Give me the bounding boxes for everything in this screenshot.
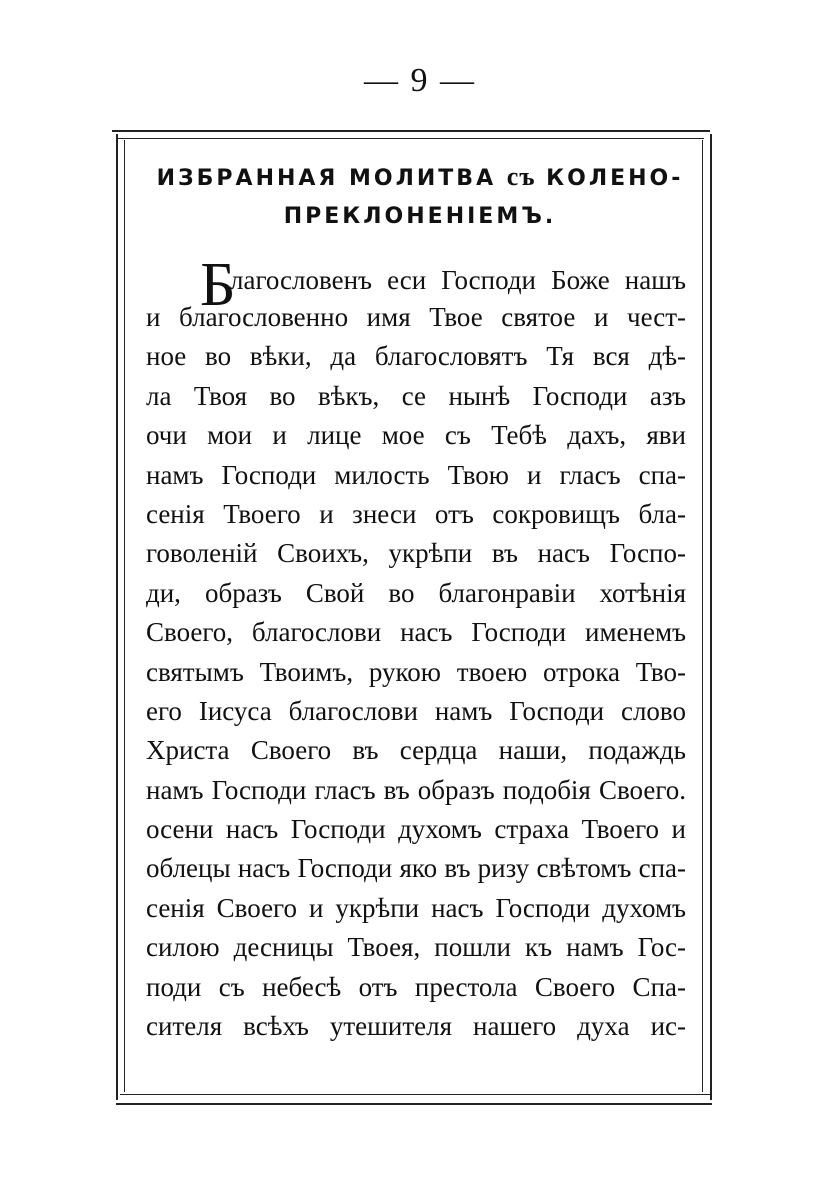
prayer-body: [146, 250, 686, 1046]
body-line: ное во вѣки, да благословятъ Тя вся дѣ-: [146, 341, 686, 372]
title-main: ИЗБРАННАЯ МОЛИТВА: [156, 166, 497, 191]
body-line: облецы насъ Господи яко въ ризу свѣтомъ спа-: [146, 853, 686, 884]
body-line: Своего, благослови насъ Господи именемъ: [146, 617, 686, 648]
frame-border-right-outer: [710, 134, 712, 1100]
body-line: Христа Своего въ сердца наши, подаждь: [146, 735, 686, 766]
body-line: очи мои и лице мое съ Тебѣ дахъ, яви: [146, 420, 686, 451]
body-first-line-text: лагословенъ еси Господи Боже нашъ: [230, 265, 686, 295]
title-connector: съ: [506, 162, 536, 191]
body-line: сенія Своего и укрѣпи насъ Господи духомъ: [146, 892, 686, 923]
frame-border-top-outer: [112, 130, 710, 132]
body-line: его Іисуса благослови намъ Господи слово: [146, 695, 686, 726]
page-number: — 9 —: [364, 62, 476, 99]
frame-border-bottom-outer: [116, 1103, 712, 1105]
frame-border-bottom-inner: [120, 1094, 710, 1095]
body-line: говоленій Своихъ, укрѣпи въ насъ Госпо-: [146, 538, 686, 569]
body-line: сителя всѣхъ утешителя нашего духа ис-: [146, 1011, 686, 1042]
frame-border-top-inner: [118, 138, 704, 139]
body-line: святымъ Твоимъ, рукою твоею отрока Тво-: [146, 656, 686, 687]
frame-border-left-inner: [124, 140, 125, 1092]
prayer-title: [140, 158, 700, 236]
title-line-1: [140, 158, 700, 198]
body-line: осени насъ Господи духомъ страха Твоего и: [146, 814, 686, 845]
drop-cap: Б: [200, 251, 236, 319]
body-line: намъ Господи милость Твою и гласъ спа-: [146, 459, 686, 490]
body-line: силою десницы Твоея, пошли къ намъ Гос-: [146, 932, 686, 963]
body-line: сенія Твоего и знеси отъ сокровищъ бла-: [146, 498, 686, 529]
body-line: ди, образъ Свой во благонравіи хотѣнія: [146, 577, 686, 608]
frame-border-right-inner: [702, 140, 703, 1092]
title-line-2: ПРЕКЛОНЕНІЕМЪ.: [283, 204, 557, 229]
body-line: ла Твоя во вѣкъ, се нынѣ Господи азъ: [146, 380, 686, 411]
title-line-1-end: КОЛЕНО-: [546, 166, 684, 191]
body-line: намъ Господи гласъ въ образъ подобія Своего.: [146, 774, 686, 805]
body-line: поди съ небесѣ отъ престола Своего Спа-: [146, 971, 686, 1002]
body-line: и благословенно имя Твое святое и чест-: [146, 302, 686, 332]
frame-border-left-outer: [116, 134, 118, 1100]
